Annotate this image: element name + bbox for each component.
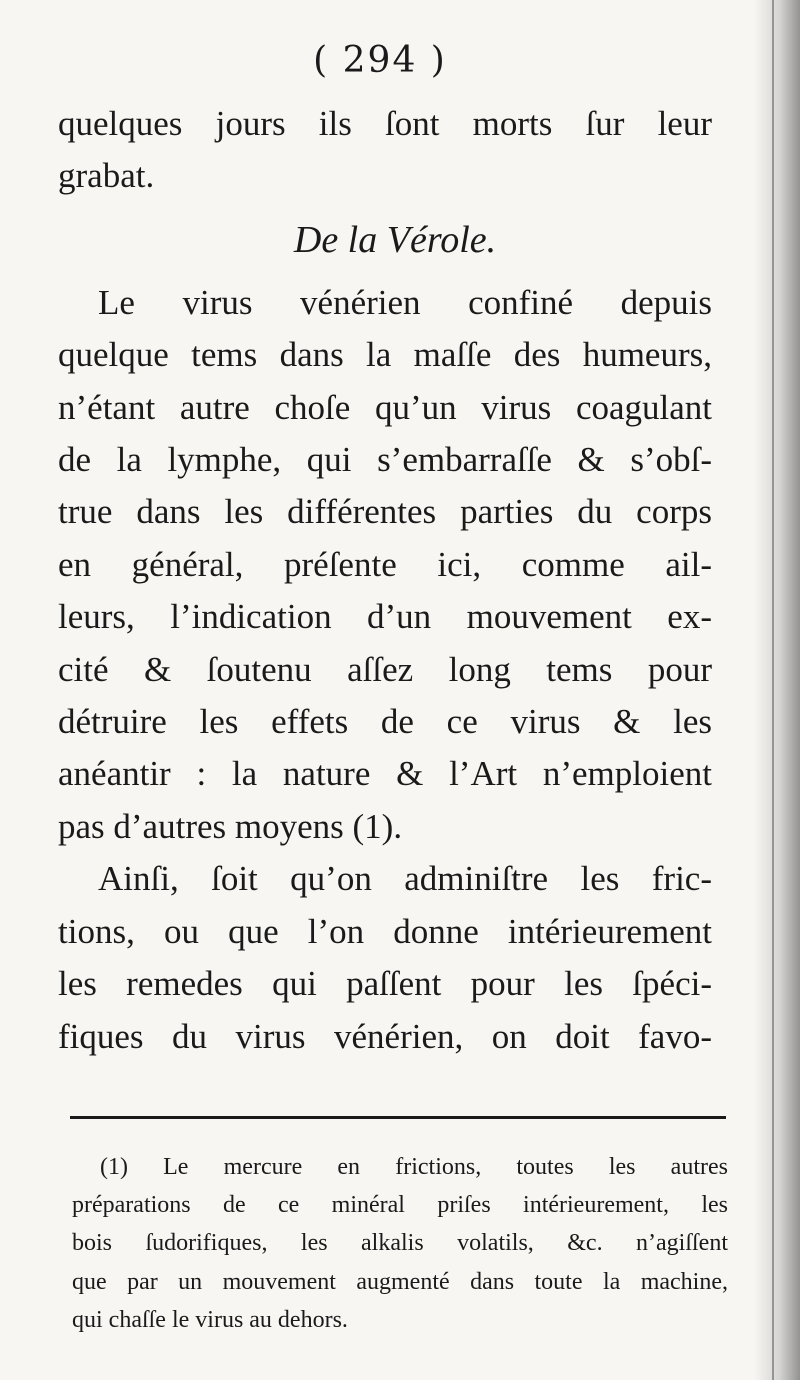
text-line: en général, préſente ici, comme ail- (58, 544, 712, 584)
body-text (58, 98, 712, 1063)
text-line: quelque tems dans la maſſe des humeurs, (58, 335, 712, 375)
text-line: leurs, l’indication d’un mouvement ex- (58, 597, 712, 637)
text-line: les remedes qui paſſent pour les ſpéci- (58, 964, 712, 1004)
page-number: ( 294 ) (313, 40, 447, 81)
page-edge-shadow (754, 0, 800, 1380)
footnote (72, 1148, 728, 1339)
footnote-line: bois ſudorifiques, les alkalis volatils, &c. n’agiſſent (72, 1230, 728, 1257)
text-line: fiques du virus vénérien, on doit favo- (58, 1016, 712, 1056)
footnote-rule (70, 1116, 726, 1119)
page-edge-line (772, 0, 774, 1380)
section-heading: De la Vérole. (293, 218, 497, 261)
footnote-line: (1) Le mercure en frictions, toutes les autres (100, 1154, 728, 1180)
text-line: tions, ou que l’on donne intérieurement (58, 911, 712, 951)
text-line: pas d’autres moyens (1). (58, 806, 403, 846)
text-line: Ainſi, ſoit qu’on adminiſtre les fric- (98, 859, 712, 899)
footnote-line: qui chaſſe le virus au dehors. (72, 1306, 348, 1333)
text-line: de la lymphe, qui s’embarraſſe & s’obſ- (58, 440, 712, 480)
footnote-line: que par un mouvement augmenté dans toute la machine, (72, 1268, 728, 1295)
text-line: Le virus vénérien confiné depuis (98, 282, 712, 322)
footnote-line: préparations de ce minéral priſes intérieurement, les (72, 1192, 728, 1219)
text-line: détruire les effets de ce virus & les (58, 702, 712, 742)
text-line: true dans les différentes parties du corps (58, 492, 712, 532)
text-line: quelques jours ils ſont morts ſur leur (58, 104, 712, 143)
text-line: n’étant autre choſe qu’un virus coagulant (58, 387, 712, 427)
text-line: anéantir : la nature & l’Art n’emploient (58, 754, 712, 794)
text-line: cité & ſoutenu aſſez long tems pour (58, 649, 712, 689)
text-line: grabat. (58, 156, 155, 196)
